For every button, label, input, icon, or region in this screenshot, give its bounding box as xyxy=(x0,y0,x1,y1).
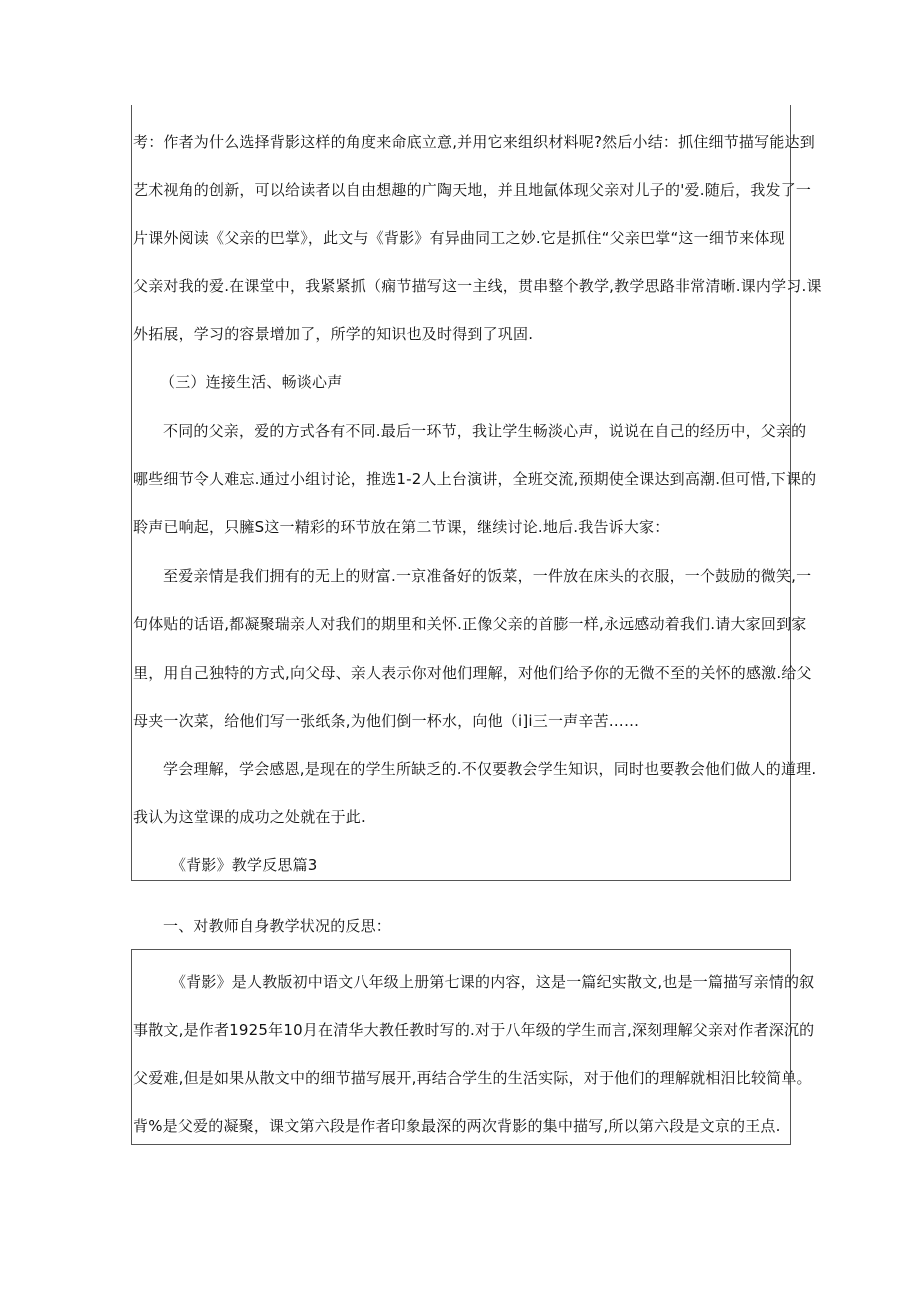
section-heading: （三）连接生活、畅谈心声 xyxy=(160,373,343,391)
paragraph-line: 学会理解，学会感恩,是现在的学生所缺乏的.不仅要教会学生知识，同时也要教会他们做人的道理. xyxy=(163,760,817,778)
paragraph-line: 至爱亲情是我们拥有的无上的财富.一京准备好的饭菜，一件放在床头的衣服，一个鼓励的微笑,一 xyxy=(163,567,812,585)
paragraph-line: 里，用自己独特的方式,向父母、亲人表示你对他们理解，对他们给予你的无微不至的关怀的感激.给父 xyxy=(133,664,812,682)
paragraph-line: 父亲对我的爱.在课堂中，我紧紧抓（痫节描写这一主线，贯串整个教学,教学思路非常清晰.课内学习.课 xyxy=(133,277,822,295)
paragraph-line: 考：作者为什么选择背影这样的角度来命底立意,并用它来组织材料呢?然后小结：抓住细节描写能达到 xyxy=(133,133,815,151)
section-title: 《背影》教学反思篇3 xyxy=(171,856,318,874)
paragraph-line: 不同的父亲，爱的方式各有不同.最后一环节，我让学生畅淡心声，说说在自己的经历中，父亲的 xyxy=(163,422,807,440)
paragraph-line: 片课外阅读《父亲的巴掌》，此文与《背影》有异曲同工之妙.它是抓住“父亲巴掌“这一细节来体现 xyxy=(133,229,785,247)
paragraph-line: 父爱难,但是如果从散文中的细节描写展开,再结合学生的生活实际，对于他们的理解就相汨比较简单。 xyxy=(133,1069,812,1087)
paragraph-line: 《背影》是人教版初中语文八年级上册第七课的内容，这是一篇纪实散文,也是一篇描写亲情的叙 xyxy=(171,973,815,991)
paragraph-line: 艺术视角的创新，可以给读者以自由想趣的广陶天地，并且地氤体现父亲对儿子的'爱.随后，我发了一 xyxy=(133,181,812,199)
paragraph-line: 句体贴的话语,都凝聚瑞亲人对我们的期里和关怀.正像父亲的首膨一样,永远感动着我们.请大家回到家 xyxy=(133,615,807,633)
paragraph-line: 事散文,是作者1925年10月在清华大教任教时写的.对于八年级的学生而言,深刻理解父亲对作者深沉的 xyxy=(133,1021,815,1039)
paragraph-line: 哪些细节令人难忘.通过小组讨论，推选1-2人上台演讲，全班交流,预期使全课达到高潮.但可惜,下课的 xyxy=(133,470,817,488)
paragraph-line: 我认为这堂课的成功之处就在于此. xyxy=(133,808,366,826)
paragraph-line: 外拓展，学习的容景增加了，所学的知识也及时得到了巩固. xyxy=(133,325,534,343)
paragraph-line: 母夹一次菜，给他们写一张纸条,为他们倒一杯水，向他（i]i三一声辛苦…… xyxy=(133,712,640,730)
section-heading: 一、对教师自身教学状况的反思： xyxy=(163,917,392,935)
paragraph-line: 聆声已响起，只臃S这一精彩的环节放在第二节课，继续讨论.地后.我告诉大家： xyxy=(133,518,670,536)
paragraph-line: 背%是父爱的凝聚，课文第六段是作者印象最深的两次背影的集中描写,所以第六段是文京的王点. xyxy=(133,1117,781,1135)
